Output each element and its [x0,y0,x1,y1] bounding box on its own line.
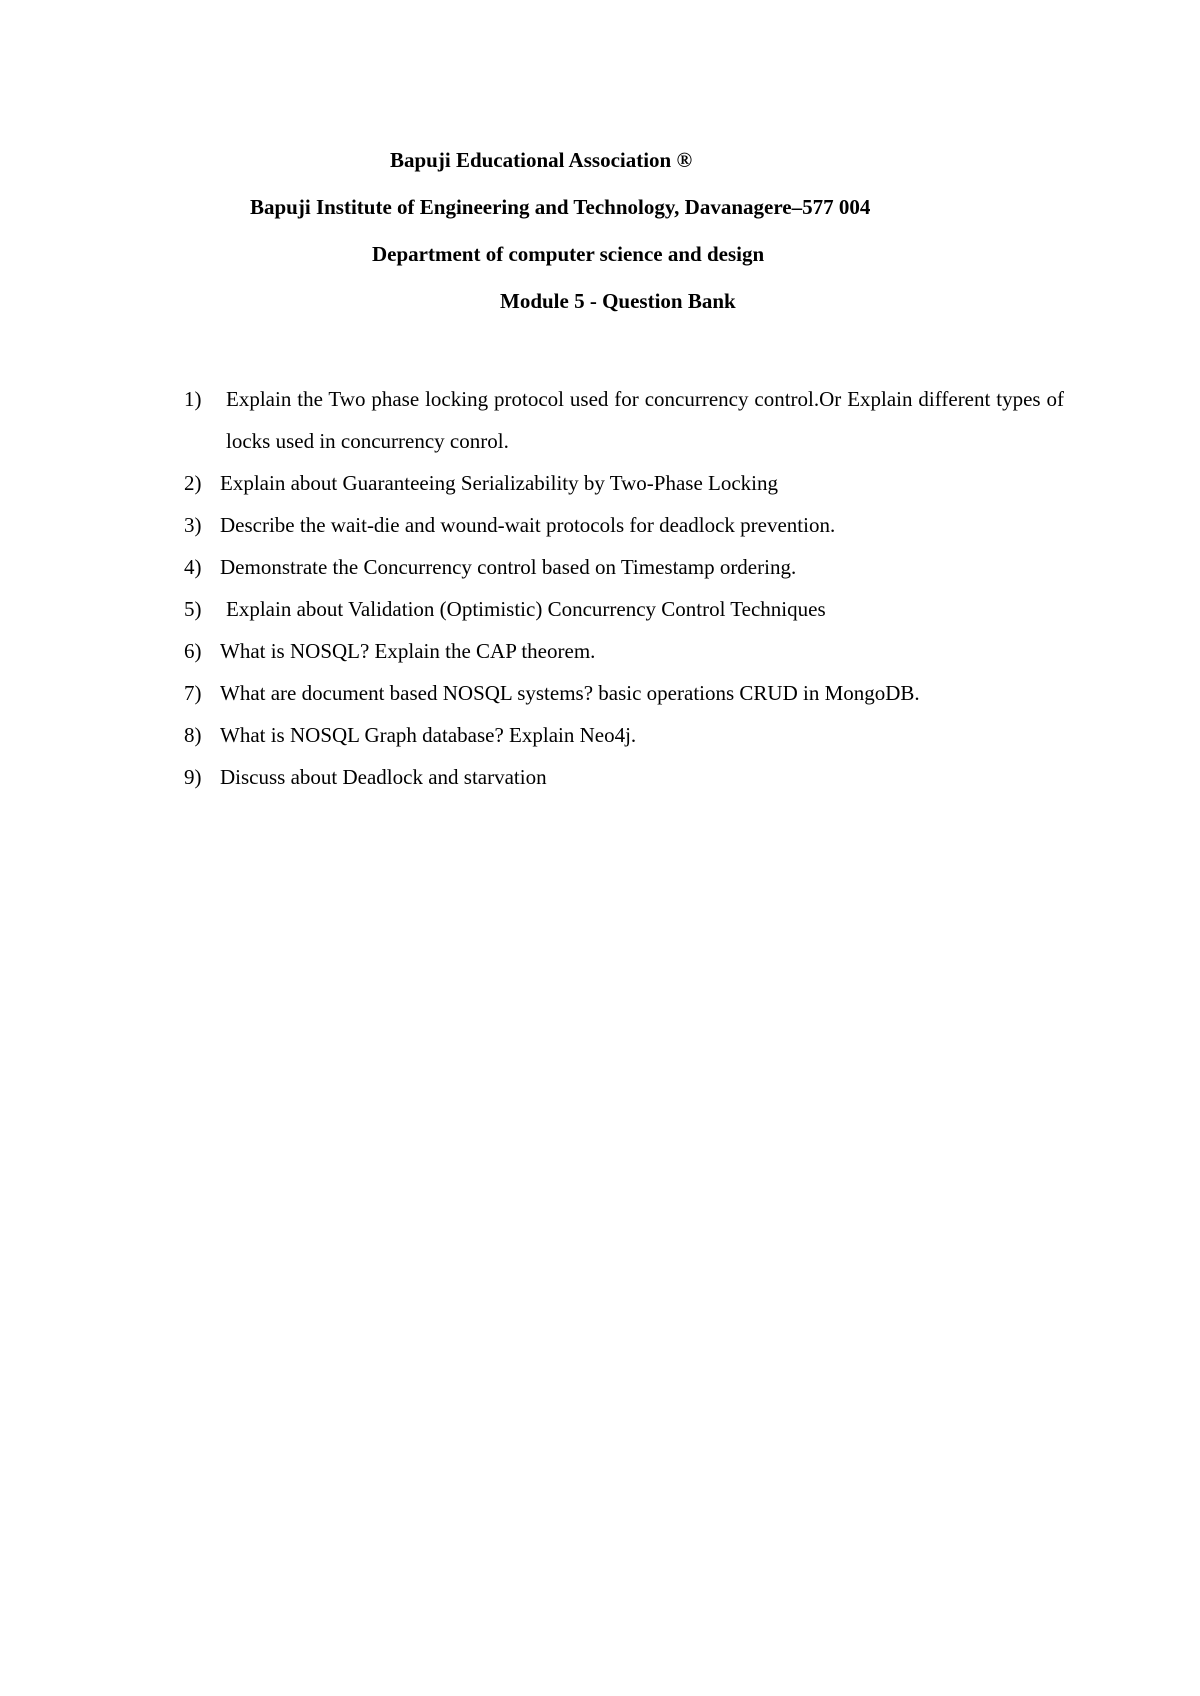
question-text: Explain about Guaranteeing Serializability by Two-Phase Locking [220,471,778,495]
question-number: 2) [184,471,202,495]
question-list [184,378,1064,798]
question-text: Explain the Two phase locking protocol used for concurrency control.Or Explain different types of locks used in concurrency conrol. [226,387,1064,453]
question-item [184,588,1064,630]
question-item [184,462,1064,504]
institute-name: Bapuji Institute of Engineering and Technology, Davanagere–577 004 [250,195,871,219]
department-name: Department of computer science and design [372,242,765,266]
question-item [184,378,1064,462]
question-item [184,630,1064,672]
question-item [184,504,1064,546]
question-number: 3) [184,513,202,537]
question-text: Explain about Validation (Optimistic) Concurrency Control Techniques [226,597,826,621]
question-number: 8) [184,723,202,747]
question-number: 5) [184,597,202,621]
question-text: What is NOSQL Graph database? Explain Neo4j. [220,723,637,747]
question-text: What are document based NOSQL systems? basic operations CRUD in MongoDB. [220,681,920,705]
question-text: Describe the wait-die and wound-wait protocols for deadlock prevention. [220,513,836,537]
question-text: Discuss about Deadlock and starvation [220,765,547,789]
association-name: Bapuji Educational Association ® [390,148,693,172]
document-title: Module 5 - Question Bank [500,289,736,313]
question-number: 1) [184,387,202,411]
question-item [184,756,1064,798]
question-item [184,714,1064,756]
question-number: 6) [184,639,202,663]
question-number: 7) [184,681,202,705]
question-item [184,546,1064,588]
question-text: What is NOSQL? Explain the CAP theorem. [220,639,596,663]
question-number: 4) [184,555,202,579]
question-item [184,672,1064,714]
question-text: Demonstrate the Concurrency control based on Timestamp ordering. [220,555,797,579]
question-number: 9) [184,765,202,789]
